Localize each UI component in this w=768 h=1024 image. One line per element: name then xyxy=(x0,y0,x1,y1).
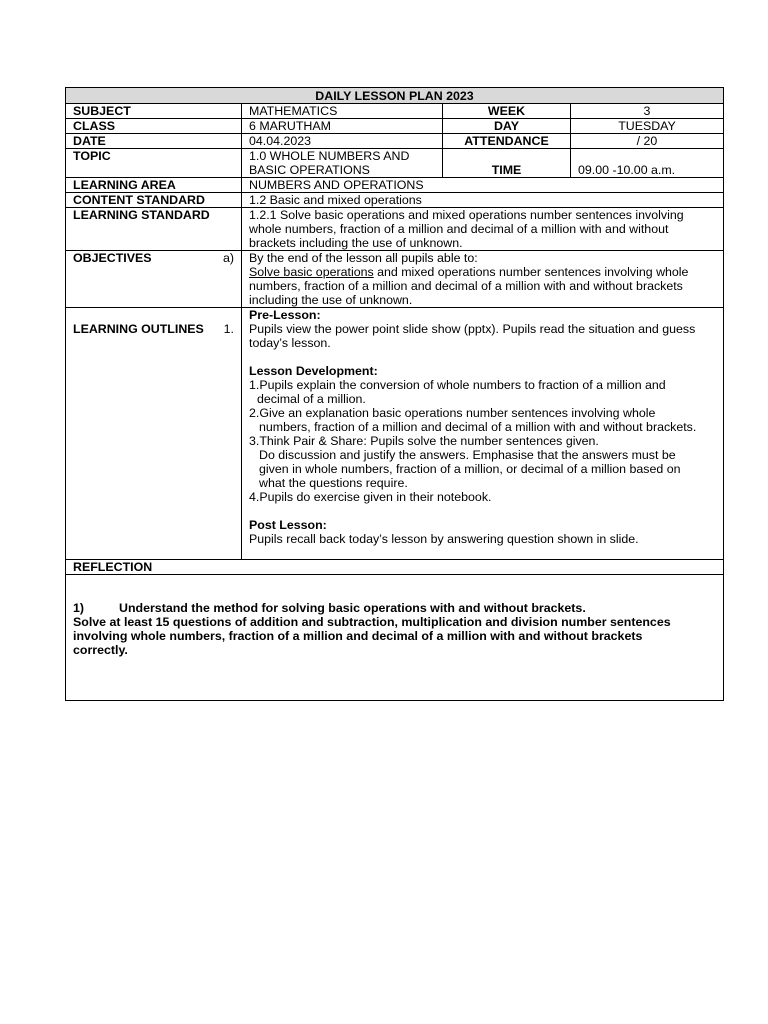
development-step: 1.Pupils explain the conversion of whole numbers to fraction of a million and xyxy=(249,378,666,392)
content-standard-label: CONTENT STANDARD xyxy=(73,193,205,207)
reflection-line-1: Understand the method for solving basic operations with and without brackets. xyxy=(119,601,586,615)
week-label: WEEK xyxy=(442,104,570,118)
topic-value xyxy=(241,149,442,177)
class-value: 6 MARUTHAM xyxy=(241,119,442,133)
objectives-line-2: numbers, fraction of a million and decimal of a million with and without brackets xyxy=(249,279,683,293)
subject-value: MATHEMATICS xyxy=(241,104,442,118)
learning-standard-row xyxy=(66,207,723,250)
objectives-label-cell xyxy=(66,251,241,307)
time-value: 09.00 -10.00 a.m. xyxy=(570,149,723,177)
subject-label: SUBJECT xyxy=(73,104,131,118)
week-value: 3 xyxy=(570,104,723,118)
pre-lesson-line: Pupils view the power point slide show (pptx). Pupils read the situation and guess xyxy=(249,322,696,336)
development-step: Do discussion and justify the answers. Emphasise that the answers must be xyxy=(259,448,676,462)
content-standard-value: 1.2 Basic and mixed operations xyxy=(241,193,723,207)
date-value: 04.04.2023 xyxy=(241,134,442,148)
development-step: 2.Give an explanation basic operations number sentences involving whole xyxy=(249,406,656,420)
outlines-content xyxy=(241,308,723,559)
date-label: DATE xyxy=(73,134,106,148)
topic-line-1: 1.0 WHOLE NUMBERS AND xyxy=(249,149,410,163)
class-label: CLASS xyxy=(73,119,115,133)
post-lesson-heading: Post Lesson: xyxy=(249,518,327,532)
time-label: TIME xyxy=(442,149,570,177)
topic-row xyxy=(66,148,723,177)
title-row xyxy=(66,88,723,103)
day-label: DAY xyxy=(442,119,570,133)
objectives-content xyxy=(241,251,723,307)
development-step: given in whole numbers, fraction of a million, or decimal of a million based on xyxy=(259,462,681,476)
reflection-header-row xyxy=(66,559,723,574)
learning-area-row xyxy=(66,177,723,192)
reflection-point xyxy=(73,601,716,615)
objectives-underlined: Solve basic operations xyxy=(249,265,374,279)
reflection-number: 1) xyxy=(73,601,85,615)
objectives-line-1 xyxy=(249,265,716,279)
learning-area-value: NUMBERS AND OPERATIONS xyxy=(241,178,723,192)
post-lesson-line: Pupils recall back today’s lesson by answering question shown in slide. xyxy=(249,532,639,546)
development-step: what the questions require. xyxy=(259,476,408,490)
development-step: 4.Pupils do exercise given in their notebook. xyxy=(249,490,492,504)
development-step: decimal of a million. xyxy=(257,392,366,406)
objectives-line-3: including the use of unknown. xyxy=(249,293,413,307)
date-row xyxy=(66,133,723,148)
outlines-row xyxy=(66,307,723,559)
reflection-line-3: involving whole numbers, fraction of a million and decimal of a million with and without brackets xyxy=(73,629,643,643)
reflection-line-4: correctly. xyxy=(73,643,128,657)
reflection-body xyxy=(66,574,723,700)
page-title: DAILY LESSON PLAN 2023 xyxy=(315,88,474,103)
outlines-label: LEARNING OUTLINES xyxy=(73,322,204,336)
objectives-row xyxy=(66,250,723,307)
lesson-development-heading: Lesson Development: xyxy=(249,364,378,378)
pre-lesson-line: today’s lesson. xyxy=(249,336,331,350)
pre-lesson-heading: Pre-Lesson: xyxy=(249,308,321,322)
learning-area-label: LEARNING AREA xyxy=(73,178,176,192)
outlines-label-cell xyxy=(66,308,241,559)
outlines-marker: 1. xyxy=(223,322,234,336)
class-row xyxy=(66,118,723,133)
objectives-line-1-rest: and mixed operations number sentences involving whole xyxy=(373,265,689,279)
objectives-intro: By the end of the lesson all pupils able to: xyxy=(249,251,478,265)
learning-standard-label: LEARNING STANDARD xyxy=(73,208,210,222)
development-step: numbers, fraction of a million and decimal of a million with and without brackets. xyxy=(259,420,697,434)
topic-label: TOPIC xyxy=(73,149,111,163)
day-value: TUESDAY xyxy=(570,119,723,133)
attendance-value: / 20 xyxy=(570,134,723,148)
lesson-plan-table xyxy=(65,87,724,701)
attendance-label: ATTENDANCE xyxy=(442,134,570,148)
subject-row xyxy=(66,103,723,118)
topic-line-2: BASIC OPERATIONS xyxy=(249,163,370,177)
objectives-label: OBJECTIVES xyxy=(73,251,152,265)
objectives-marker: a) xyxy=(222,251,234,265)
learning-standard-line: whole numbers, fraction of a million and decimal of a million with and without xyxy=(249,222,669,236)
learning-standard-value xyxy=(241,208,723,250)
learning-standard-line: 1.2.1 Solve basic operations and mixed operations number sentences involving xyxy=(249,208,684,222)
reflection-line-2: Solve at least 15 questions of addition and subtraction, multiplication and division number sentences xyxy=(73,615,671,629)
learning-standard-line: brackets including the use of unknown. xyxy=(249,236,463,250)
content-standard-row xyxy=(66,192,723,207)
development-step: 3.Think Pair & Share: Pupils solve the number sentences given. xyxy=(249,434,599,448)
reflection-label: REFLECTION xyxy=(73,560,153,574)
